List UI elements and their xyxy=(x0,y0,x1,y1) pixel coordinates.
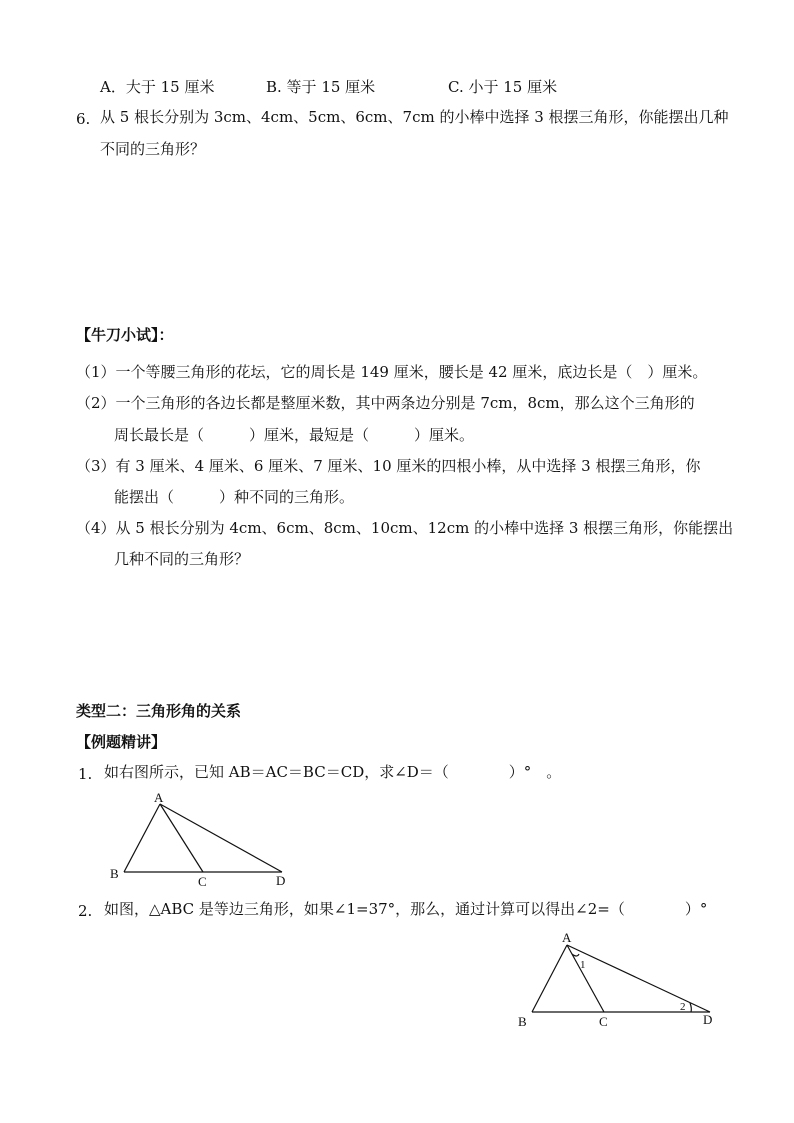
q6-number: 6. xyxy=(76,110,91,128)
figure-1-segment-ad xyxy=(160,804,282,872)
q5-option-b: B. 等于 15 厘米 xyxy=(266,78,376,96)
figure-2-angle-2-arc xyxy=(690,1003,691,1012)
figure-2-segment-ac xyxy=(567,945,604,1012)
trial-problem-2-line1: （2）一个三角形的各边长都是整厘米数，其中两条边分别是 7cm，8cm，那么这个三角形的 xyxy=(76,394,695,412)
type2-subheading: 【例题精讲】 xyxy=(76,733,167,751)
trial-heading: 【牛刀小试】： xyxy=(76,326,174,344)
figure-2-label-b: B xyxy=(518,1014,527,1029)
trial-problem-4-line2: 几种不同的三角形？ xyxy=(114,550,250,568)
example-1-text: 如右图所示，已知 AB＝AC＝BC＝CD，求∠D＝（ ）° 。 xyxy=(104,763,562,781)
figure-2-segment-ad xyxy=(567,945,710,1012)
figure-2-angle-2-label: 2 xyxy=(680,1001,686,1013)
figure-1-segment-ac xyxy=(160,804,203,872)
figure-2-segment-ab xyxy=(532,945,567,1012)
figure-2-angle-1-arc xyxy=(572,954,579,956)
figure-1-segment-ab xyxy=(124,804,160,872)
figure-2-label-c: C xyxy=(599,1014,608,1029)
example-1-number: 1. xyxy=(78,765,93,783)
trial-problem-3-line1: （3）有 3 厘米、4 厘米、6 厘米、7 厘米、10 厘米的四根小棒，从中选择 3 根摆三角形，你 xyxy=(76,457,701,475)
figure-2-label-d: D xyxy=(703,1012,713,1027)
trial-problem-1: （1）一个等腰三角形的花坛，它的周长是 149 厘米，腰长是 42 厘米，底边长是（ ）厘米。 xyxy=(76,363,708,381)
q5-option-c: C. 小于 15 厘米 xyxy=(448,78,558,96)
figure-1-label-c: C xyxy=(198,874,207,889)
q6-text-line1: 从 5 根长分别为 3cm、4cm、5cm、6cm、7cm 的小棒中选择 3 根摆三角形，你能摆出几种 xyxy=(100,108,729,126)
type2-heading: 类型二：三角形角的关系 xyxy=(76,702,242,720)
example-2-text: 如图，△ABC 是等边三角形，如果∠1=37°，那么，通过计算可以得出∠2=（ ）° xyxy=(104,900,708,918)
figure-1-label-b: B xyxy=(110,866,119,881)
q5-option-a: A．大于 15 厘米 xyxy=(100,78,215,96)
figure-1-label-a: A xyxy=(154,790,164,805)
q6-text-line2: 不同的三角形？ xyxy=(100,140,206,158)
figure-1-label-d: D xyxy=(276,873,286,888)
example-2-number: 2. xyxy=(78,902,93,920)
trial-problem-3-line2: 能摆出（ ）种不同的三角形。 xyxy=(114,488,355,506)
figure-2-angle-1-label: 1 xyxy=(580,959,586,971)
trial-problem-2-line2: 周长最长是（ ）厘米，最短是（ ）厘米。 xyxy=(114,426,475,444)
figure-2-label-a: A xyxy=(562,930,572,945)
trial-problem-4-line1: （4）从 5 根长分别为 4cm、6cm、8cm、10cm、12cm 的小棒中选择 3 根摆三角形，你能摆出 xyxy=(76,519,734,537)
